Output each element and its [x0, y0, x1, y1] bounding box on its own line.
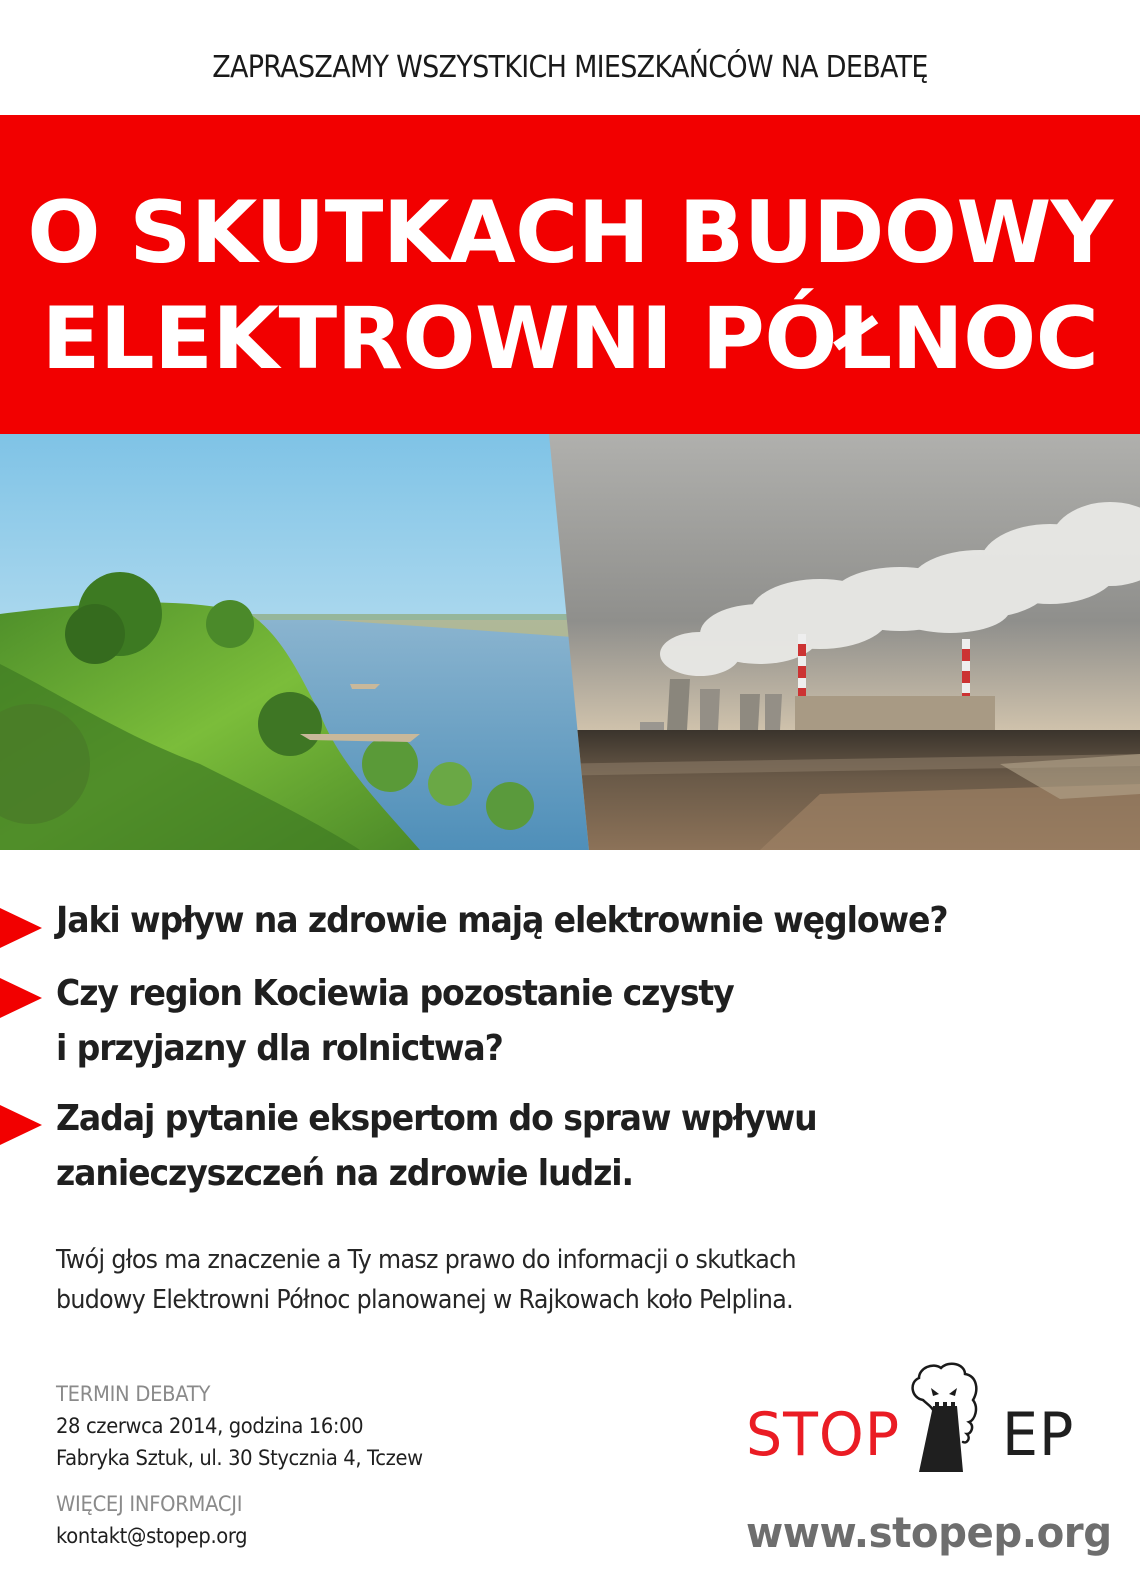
title-line-1: O SKUTKACH BUDOWY: [27, 183, 1113, 283]
spacer: [56, 1474, 450, 1488]
logo-stop-text: STOP: [746, 1400, 901, 1470]
website-url[interactable]: www.stopep.org: [746, 1508, 1112, 1557]
angry-smokestack-icon: [905, 1360, 985, 1480]
question-text-line: i przyjazny dla rolnictwa?: [56, 1028, 503, 1069]
question-text: Jaki wpływ na zdrowie mają elektrownie węglowe?: [56, 900, 948, 941]
red-arrow-icon: [0, 978, 42, 1018]
date-value: 28 czerwca 2014, godzina 16:00: [56, 1414, 364, 1438]
question-text-line: zanieczyszczeń na zdrowie ludzi.: [56, 1153, 633, 1194]
logo-ep-text: EP: [1002, 1400, 1075, 1470]
info-paragraph: [56, 1240, 1042, 1320]
event-details: [56, 1378, 450, 1552]
red-arrow-icon: [0, 908, 42, 948]
photo-collage: [0, 434, 1140, 850]
contact-email[interactable]: kontakt@stopep.org: [56, 1524, 248, 1548]
question-text: [56, 966, 734, 1076]
title-line-2: ELEKTROWNI PÓŁNOC: [41, 289, 1099, 389]
stopep-logo: [740, 1360, 1112, 1570]
question-text-line: Zadaj pytanie ekspertom do spraw wpływu: [56, 1098, 817, 1139]
question-text-line: Czy region Kociewia pozostanie czysty: [56, 973, 734, 1014]
venue-value: Fabryka Sztuk, ul. 30 Stycznia 4, Tczew: [56, 1446, 423, 1470]
red-arrow-icon: [0, 1105, 42, 1145]
info-line: Twój głos ma znaczenie a Ty masz prawo do informacji o skutkach: [56, 1245, 796, 1275]
title-banner: [0, 115, 1140, 434]
more-info-label: WIĘCEJ INFORMACJI: [56, 1492, 243, 1516]
date-label: TERMIN DEBATY: [56, 1382, 211, 1406]
invite-heading: ZAPRASZAMY WSZYSTKICH MIESZKAŃCÓW NA DEBATĘ: [212, 50, 928, 85]
info-line: budowy Elektrowni Północ planowanej w Rajkowach koło Pelplina.: [56, 1285, 794, 1315]
question-text: [56, 1091, 817, 1201]
